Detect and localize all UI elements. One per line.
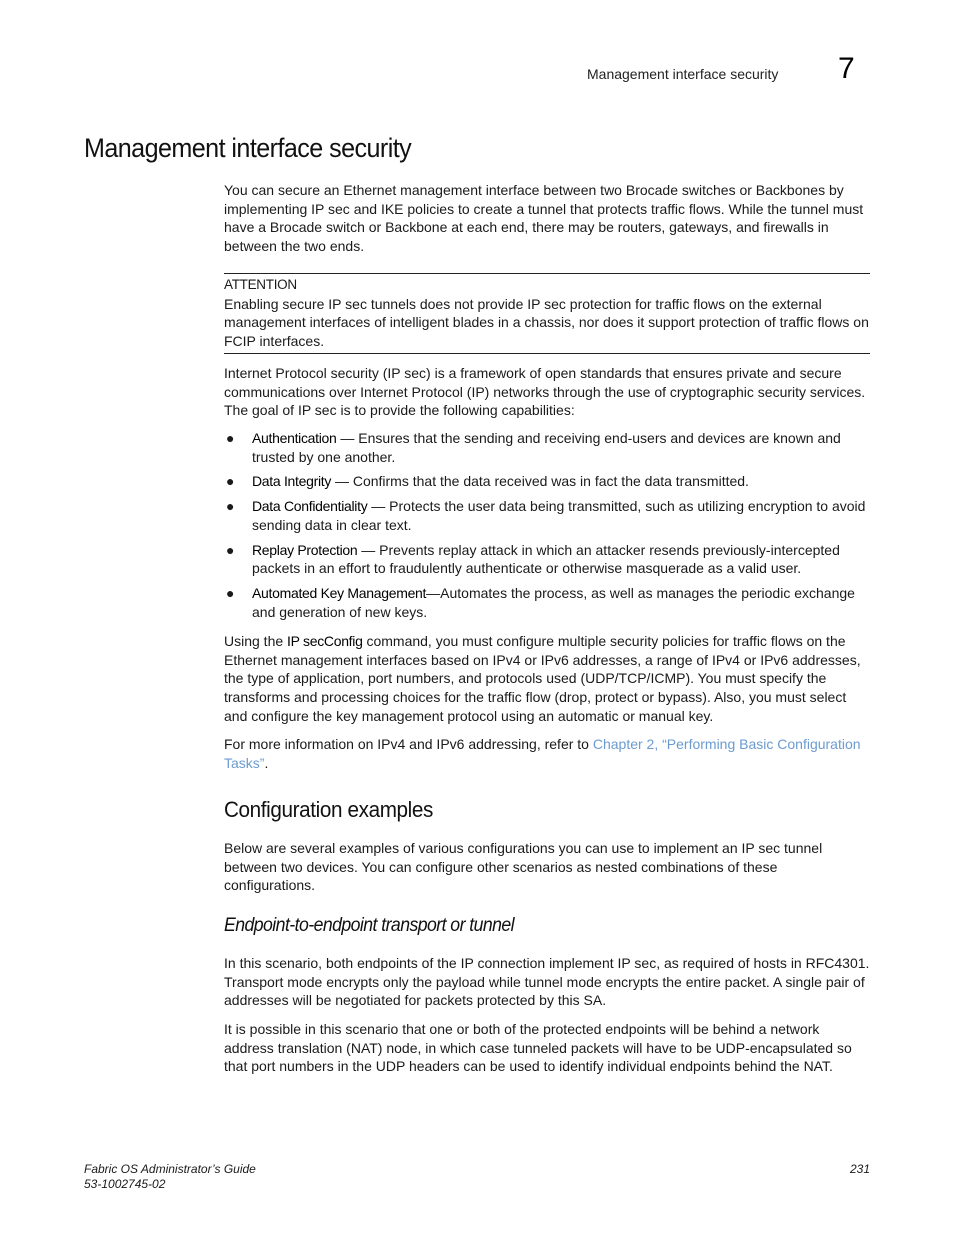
- subsection-title: Configuration examples: [224, 797, 434, 822]
- attention-label: ATTENTION: [224, 277, 297, 292]
- subsubsection-title: Endpoint-to-endpoint transport or tunnel: [224, 915, 515, 936]
- bullet-icon: ●: [226, 498, 235, 515]
- bullet-icon: ●: [226, 473, 235, 490]
- config-examples-intro: [224, 839, 872, 895]
- list-item-term: Replay Protection: [252, 541, 358, 558]
- ipsec-intro-text: Internet Protocol security (IP sec) is a framework of open standards that ensures private and secure communications over Internet Protocol (IP) networks through the use of cryptographic security services. The goal of IP sec is to provide the following capabilities:: [224, 365, 866, 419]
- config-examples-text: Below are several examples of various configurations you can use to implement an IP sec tunnel between two devices. You can configure other scenarios as nested combinations of these configurations.: [224, 840, 823, 894]
- list-item-desc: — Ensures that the sending and receiving end-users and devices are known and trusted by one another.: [252, 430, 841, 465]
- chapter-number: 7: [838, 52, 855, 85]
- chapter-2-link[interactable]: Chapter 2, “Performing Basic Configuration Tasks”: [224, 736, 861, 771]
- attention-box: [224, 273, 870, 354]
- intro-paragraph: [224, 181, 872, 256]
- capabilities-list: [224, 429, 872, 621]
- list-item-term: Automated Key Management: [252, 584, 427, 601]
- intro-text: You can secure an Ethernet management interface between two Brocade switches or Backbones by implementing IP sec and IKE policies to create a tunnel that protects traffic flows. While the tunnel must have a Brocade switch or Backbone at each end, there may be routers, gateways, and firewalls in between the two ends.: [224, 182, 864, 255]
- section-title: Management interface security: [84, 133, 412, 163]
- scenario-paragraph-2: [224, 1020, 872, 1076]
- list-item: [224, 584, 872, 621]
- list-item-desc: — Confirms that the data received was in fact the data transmitted.: [331, 473, 749, 490]
- list-item: [224, 429, 872, 466]
- footer-left: [84, 1162, 256, 1192]
- list-item-term: Data Confidentiality: [252, 498, 368, 515]
- list-item-term: Authentication: [252, 430, 337, 446]
- scenario-text-1: In this scenario, both endpoints of the IP connection implement IP sec, as required of hosts in RFC4301. Transport mode encrypts only the payload while tunnel mode encrypts the entire packet. A single pair of addresses will be negotiated for packets protected by this SA.: [224, 955, 870, 1009]
- ipsec-intro: [224, 364, 872, 420]
- list-item-desc: — Protects the user data being transmitted, such as utilizing encryption to avoid sending data in clear text.: [252, 498, 866, 533]
- bullet-icon: ●: [226, 430, 235, 446]
- command-name: IP secConfig: [287, 633, 363, 649]
- list-item: [224, 472, 872, 491]
- list-item: [224, 497, 872, 534]
- list-item: [224, 541, 872, 578]
- scenario-paragraph-1: [224, 954, 872, 1010]
- list-item-desc: — Prevents replay attack in which an attacker resends previously-intercepted packets in an effort to fraudulently authenticate or otherwise masquerade as a valid user.: [252, 541, 840, 577]
- more-info-paragraph: [224, 735, 872, 772]
- scenario-text-2: It is possible in this scenario that one or both of the protected endpoints will be behind a network address translation (NAT) node, in which case tunneled packets will have to be UDP-encapsulated so that port numbers in the UDP headers can be used to identify individual endpoints behind the NAT.: [224, 1021, 852, 1075]
- more-info-prefix: For more information on IPv4 and IPv6 addressing, refer to: [224, 736, 593, 752]
- more-info-suffix: .: [264, 754, 269, 771]
- bullet-icon: ●: [226, 584, 235, 601]
- running-head: Management interface security: [587, 66, 779, 82]
- page-number: 231: [850, 1162, 871, 1176]
- list-item-desc: —Automates the process, as well as manages the periodic exchange and generation of new keys.: [252, 584, 855, 620]
- ipsecconfig-prefix: Using the: [224, 633, 288, 649]
- guide-title: Fabric OS Administrator’s Guide: [84, 1162, 256, 1176]
- bullet-icon: ●: [226, 541, 235, 558]
- list-item-term: Data Integrity: [252, 473, 332, 490]
- ipsecconfig-paragraph: [224, 632, 872, 726]
- ipsecconfig-suffix: command, you must configure multiple security policies for traffic flows on the Ethernet management interfaces based on IPv4 or IPv6 addresses, a range of IPv4 or IPv6 addresses, the type of application, port numbers, and protocols used (UDP/TCP/ICMP). You must specify the transforms and processing choices for the traffic flow (drop, protect or bypass). Also, you must select and configure the key management protocol using an automatic or manual key.: [224, 633, 861, 724]
- doc-number: 53-1002745-02: [84, 1177, 166, 1191]
- attention-text: Enabling secure IP sec tunnels does not provide IP sec protection for traffic flows on the external management interfaces of intelligent blades in a chassis, nor does it support protection of traffic flows on FCIP interfaces.: [224, 295, 869, 350]
